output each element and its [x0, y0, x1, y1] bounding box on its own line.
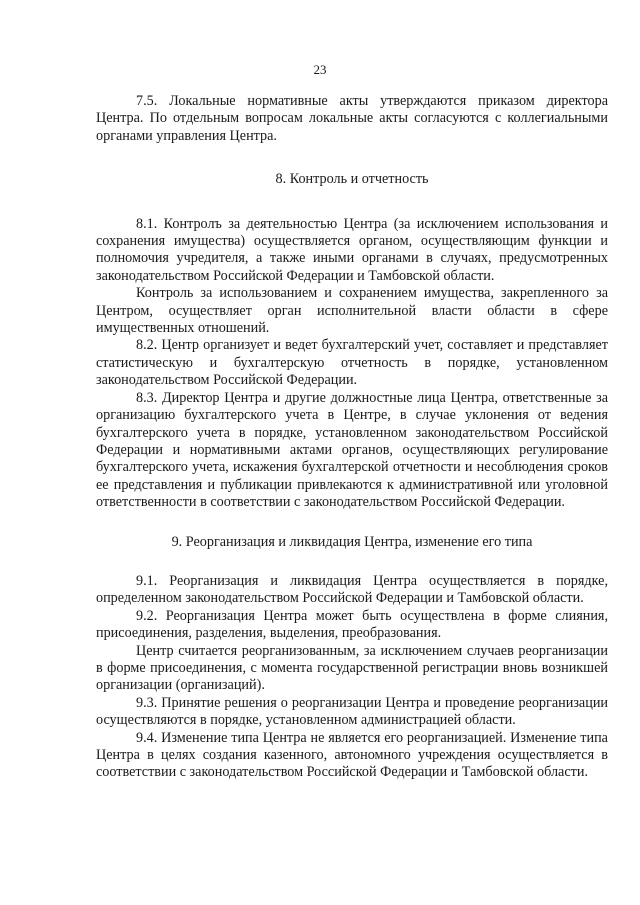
paragraph-8-1: 8.1. Контролъ за деятельностью Центра (за исключением использования и сохранения имущества) осуществляется органом, осуществляющим функции и полномочия учредителя, а также иными органами в случаях, предусмотренных законодательством Российской Федерации и Тамбовской области.: [96, 215, 608, 284]
paragraph-9-2-registration: Центр считается реорганизованным, за исключением случаев реорганизации в форме присоединения, с момента государственной регистрации вновь возникшей организации (организаций).: [96, 642, 608, 694]
paragraph-7-5: 7.5. Локальные нормативные акты утверждаются приказом директора Центра. По отдельным вопросам локальные акты согласуются с коллегиальными органами управления Центра.: [96, 93, 608, 144]
paragraph-9-1: 9.1. Реорганизация и ликвидация Центра осуществляется в порядке, определенном законодательством Российской Федерации и Тамбовской области.: [96, 572, 608, 607]
paragraph-8-2: 8.2. Центр организует и ведет бухгалтерский учет, составляет и представляет статистическую и бухгалтерскую отчетность в порядке, установленном законодательством Российской Федерации.: [96, 337, 608, 389]
paragraph-8-1-property: Контроль за использованием и сохранением имущества, закрепленного за Центром, осуществляет орган исполнительной власти области в сфере имущественных отношений.: [96, 285, 608, 337]
section-9-heading: 9. Реорганизация и ликвидация Центра, изменение его типа: [171, 533, 533, 550]
section-8-heading: 8. Контроль и отчетность: [275, 171, 429, 188]
paragraph-9-3: 9.3. Принятие решения о реорганизации Центра и проведение реорганизации осуществляются в порядке, установленном администрацией области.: [96, 694, 608, 729]
paragraph-9-4: 9.4. Изменение типа Центра не является его реорганизацией. Изменение типа Центра в целях создания казенного, автономного учреждения осуществляется в соответствии с законодательством Российской Федерации и Тамбовской области.: [96, 729, 608, 781]
paragraph-9-2: 9.2. Реорганизация Центра может быть осуществлена в форме слияния, присоединения, разделения, выделения, преобразования.: [96, 607, 608, 642]
paragraph-8-3: 8.3. Директор Центра и другие должностные лица Центра, ответственные за организацию бухгалтерского учета в Центре, в случае уклонения от ведения бухгалтерского учета в порядке, установленном законодательством Российской Федерации и нормативными актами органов, осуществляющих регулирование бухгалтерского учета, искажения бухгалтерской отчетности и несоблюдения сроков ее представления и публикации привлекаются к административной или уголовной ответственности в соответствии с законодательством Российской Федерации.: [96, 389, 608, 511]
page-number: 23: [313, 62, 327, 77]
document-body: [96, 93, 608, 782]
